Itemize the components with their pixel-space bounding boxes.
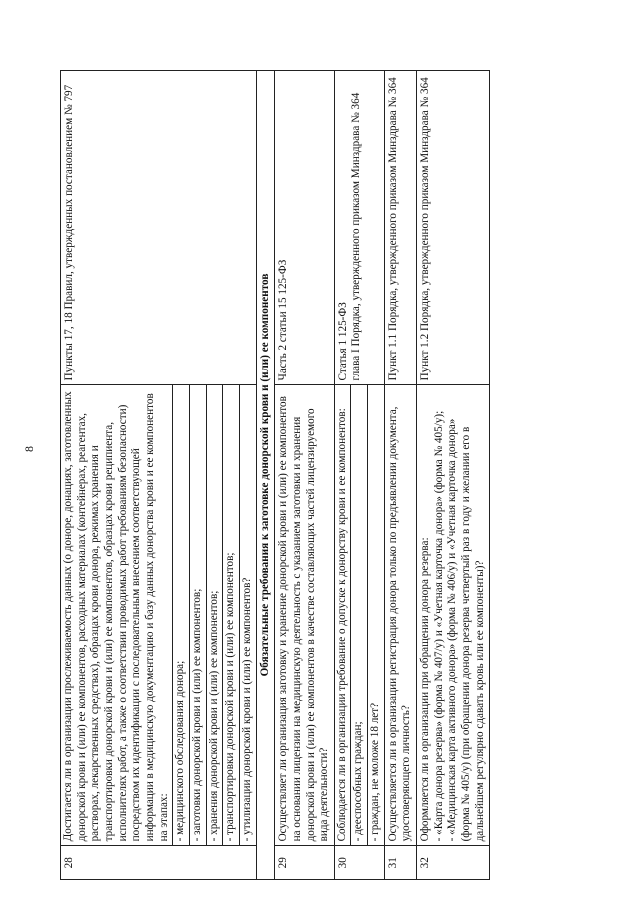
requirements-table (60, 70, 490, 880)
subitem: - медицинского обследования донора; (172, 385, 189, 845)
row-number: 32 (417, 846, 490, 880)
question-cell (61, 385, 257, 846)
question-text: Достигается ли в организации прослеживаемость данных (о доноре, донациях, заготовленных донорской крови и (или) ее компонентов, расходных материалах (контейнерах, реагентах, растворах, лекарственных средствах), образцах крови донора, режимах хранения и транспортировки донорской крови и (или) ее компонентов, образцах крови реципиента, исполнителях работ, а также о соответствии проводимых работ требованиям безопасности) посредством их идентификации с последовательным внесением соответствующей информации в медицинскую документацию и базу данных донорства крови и ее компонентов на этапах: (62, 391, 170, 842)
question-cell (334, 385, 384, 846)
question-text: Оформляется ли в организации при обращении донора резерва: (419, 537, 432, 842)
page-number: 8 (22, 446, 36, 452)
table-row (61, 71, 257, 880)
section-title: Обязательные требования к заготовке донорской крови и (или) ее компонентов (256, 71, 275, 880)
subitem: - граждан, не моложе 18 лет? (367, 385, 384, 845)
subitem: - хранения донорской крови и (или) ее компонентов; (206, 385, 223, 845)
subitem: - заготовки донорской крови и (или) ее компонентов; (189, 385, 206, 845)
reference-cell: Пункт 1.1 Порядка, утвержденного приказом Минздрава № 364 (384, 71, 416, 385)
question-cell: Осуществляется ли в организации регистрация донора только по предъявлении документа, удостоверяющего личность? (384, 385, 416, 846)
subitem: - транспортировки донорской крови и (или) ее компонентов; (222, 385, 239, 845)
subitem: - утилизации донорской крови и (или) ее компонентов? (239, 385, 256, 845)
reference-cell: Пункт 1.2 Порядка, утвержденного приказом Минздрава № 364 (417, 71, 490, 385)
question-cell (417, 385, 490, 846)
row-number: 29 (275, 846, 335, 880)
question-text: Соблюдается ли в организации требование о допуске к донорству крови и ее компонентов: (335, 408, 348, 842)
table-row (275, 71, 335, 880)
subitem: - «Карта донора резерва» (форма № 407/у) и «Учетная карточка донора» (форма № 405/у); (432, 410, 445, 842)
table-row (384, 71, 416, 880)
question-cell: Осуществляет ли организация заготовку и хранение донорской крови и (или) ее компонентов на основании лицензии на медицинскую деятельность с указанием заготовки и хранения донорской крови и (или) ее компонентов в качестве составляющих частей лицензируемого вида деятельности? (275, 385, 335, 846)
table-row (417, 71, 490, 880)
row-number: 30 (334, 846, 384, 880)
section-header-row (256, 71, 275, 880)
table-row (334, 71, 384, 880)
subitem: - дееспособных граждан; (350, 385, 367, 845)
row-number: 31 (384, 846, 416, 880)
row-number: 28 (61, 846, 257, 880)
reference-cell: Часть 2 статьи 15 125-ФЗ (275, 71, 335, 385)
rotated-document-table (60, 70, 600, 880)
reference-cell: Пункты 17, 18 Правил, утвержденных постановлением № 797 (61, 71, 257, 385)
reference-cell: Статья 1 125-ФЗ глава I Порядка, утвержденного приказом Минздрава № 364 (334, 71, 384, 385)
subitem: - «Медицинская карта активного донора» (форма № 406/у) и «Учетная карточка донора» (форма № 405/у) (при обращении донора резерва четвертый раз в году и желании его в дальнейшем регулярно сдавать кровь или ее компоненты)? (446, 418, 486, 842)
